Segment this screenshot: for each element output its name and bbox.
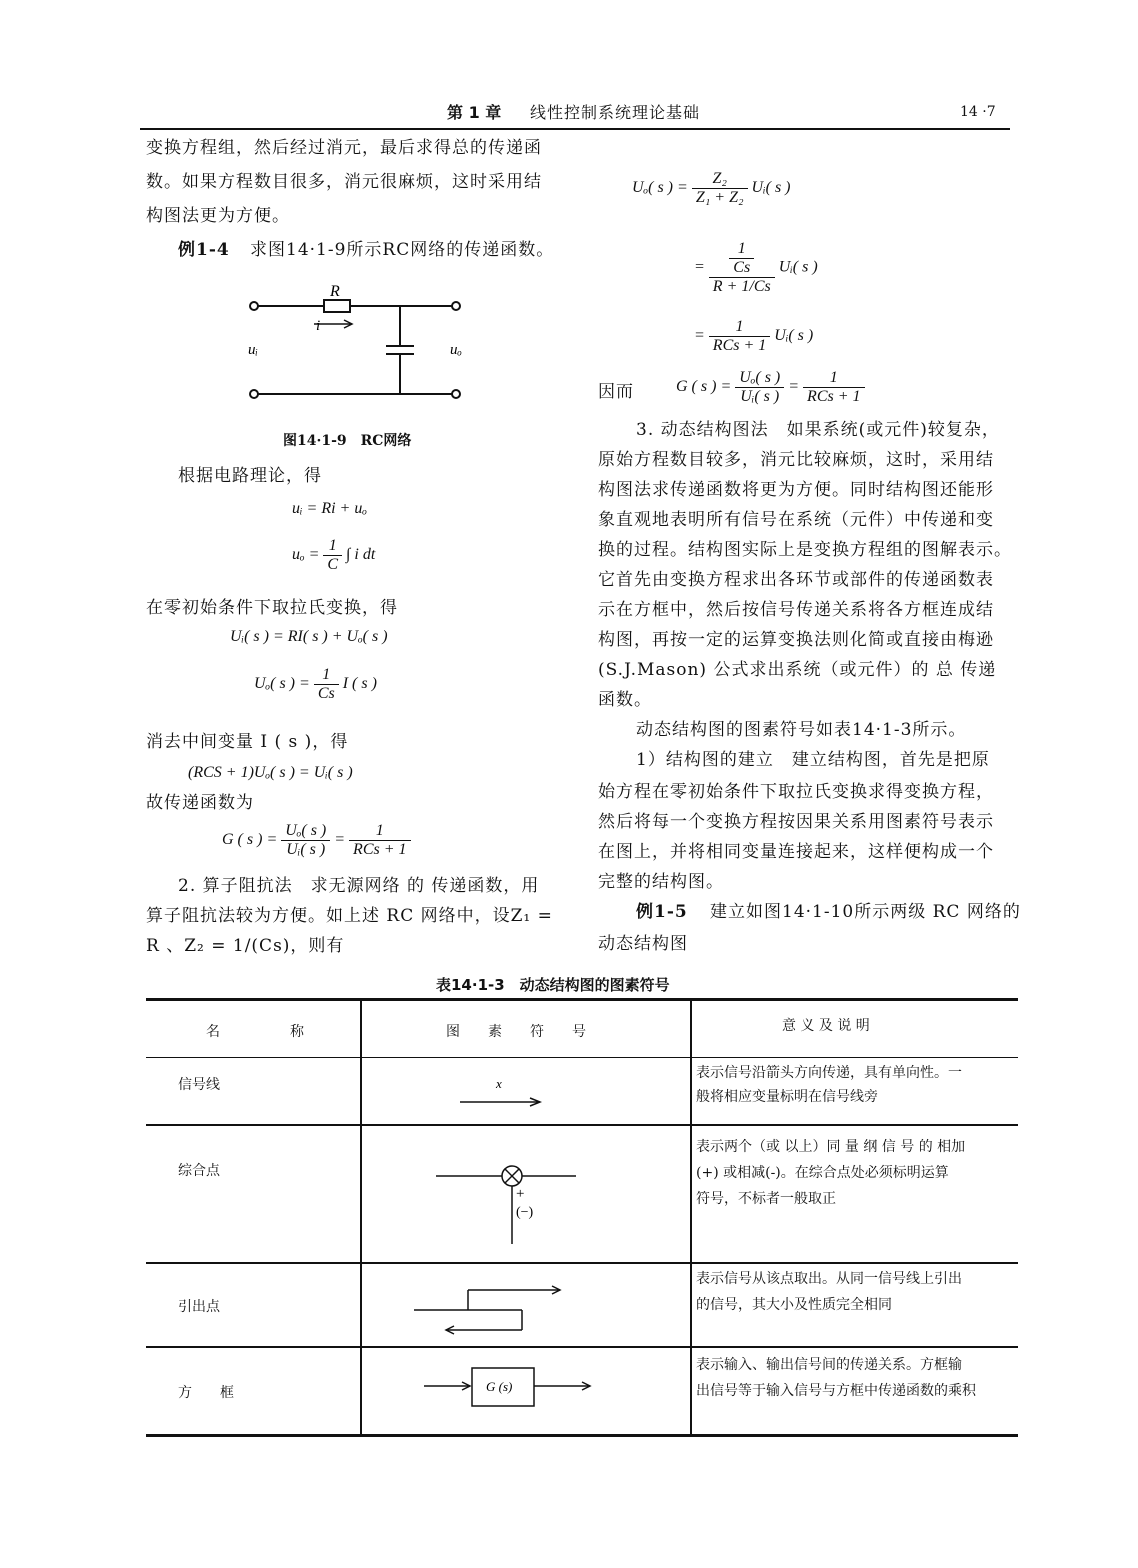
paragraph-line: 在图上，并将相同变量连接起来，这样便构成一个 (598, 842, 994, 862)
equation-rhs: ∫ i dt (346, 546, 376, 564)
paragraph-line: 动态结构图的图素符号如表14·1-3所示。 (636, 720, 967, 740)
paragraph-line: 原始方程数目较多，消元比较麻烦，这时，采用结 (598, 450, 994, 470)
paragraph-line: R 、Z₂ = 1/(Cs)，则有 (146, 936, 345, 956)
table-row-desc: 般将相应变量标明在信号线旁 (696, 1089, 878, 1105)
signal-line-symbol (450, 1074, 550, 1114)
table-row-desc: 符号，不标者一般取正 (696, 1191, 836, 1207)
column-divider (360, 1001, 362, 1434)
fraction-numerator: 1 (803, 369, 864, 388)
equation-lhs: Uₒ( s ) = (632, 179, 688, 197)
table-caption: 表14·1-3 动态结构图的图素符号 (436, 976, 670, 994)
fraction-denominator: Cs (733, 259, 751, 276)
fraction-numerator: 1 (314, 666, 339, 685)
paragraph-line: 在零初始条件下取拉氏变换，得 (146, 598, 398, 618)
row-divider (146, 1262, 1018, 1264)
resistor-label: R (330, 283, 340, 300)
paragraph-line: 构图法求传递函数将更为方便。同时结构图还能形 (598, 480, 994, 500)
paragraph-line: 1）结构图的建立 建立结构图，首先是把原 (636, 750, 990, 770)
fraction-denominator: Uᵢ( s ) (286, 841, 326, 858)
example-text: 建立如图14·1-10所示两级 RC 网络的 (710, 902, 1021, 922)
paragraph-line: 数。如果方程数目很多，消元很麻烦，这时采用结 (146, 172, 542, 192)
equation-Ui: Uᵢ( s ) = RI( s ) + Uₒ( s ) (230, 628, 388, 645)
table-row-name: 引出点 (178, 1299, 220, 1315)
table-row-desc: (+) 或相减(-)。在综合点处必须标明运算 (696, 1165, 949, 1181)
table-row-desc: 表示信号从该点取出。从同一信号线上引出 (696, 1271, 962, 1287)
equation-lhs: G ( s ) = (222, 831, 278, 849)
paragraph-line: 构图法更为方便。 (146, 206, 290, 226)
fraction-numerator: 1 (709, 318, 770, 337)
paragraph-line: 构图，再按一定的运算变换法则化简或直接由梅逊 (598, 630, 994, 650)
fraction-numerator: 1 (349, 822, 410, 841)
signal-variable-label: x (496, 1076, 502, 1091)
fraction-numerator: Z₂ (692, 170, 748, 189)
fraction-denominator: RCs + 1 (712, 337, 767, 354)
chapter-number: 第 1 章 (447, 103, 502, 122)
equation-lhs: uₒ = (292, 546, 320, 564)
fraction-denominator: Uᵢ( s ) (740, 388, 780, 405)
equation-rhs: Uᵢ( s ) (751, 179, 791, 197)
paragraph-line: 算子阻抗法较为方便。如上述 RC 网络中，设Z₁ = (146, 906, 553, 926)
equation-G (222, 822, 411, 859)
rc-network-figure (240, 280, 480, 410)
equation-ui: uᵢ = Ri + uₒ (292, 500, 367, 517)
header-rule (140, 128, 1010, 130)
fraction-denominator: R + 1/Cs (712, 278, 771, 295)
fraction-numerator: 1 (323, 537, 342, 556)
paragraph-line: 象直观地表明所有信号在系统（元件）中传递和变 (598, 510, 994, 530)
table-row-desc: 出信号等于输入信号与方框中传递函数的乘积 (696, 1383, 976, 1399)
equation-impedance-1 (632, 170, 791, 207)
table-row-desc: 表示输入、输出信号间的传递关系。方框输 (696, 1357, 962, 1373)
example-label: 例1-5 (636, 902, 688, 922)
paragraph-line: 然后将每一个变换方程按因果关系用图素符号表示 (598, 812, 994, 832)
row-divider (146, 1346, 1018, 1348)
minus-sign-label: (−) (516, 1205, 534, 1220)
equation-impedance-3 (694, 318, 813, 355)
transfer-function-label: G (s) (486, 1379, 513, 1394)
takeoff-point-symbol (410, 1280, 570, 1340)
table-row-desc: 表示信号沿箭头方向传递，具有单向性。一 (696, 1065, 962, 1081)
equation-G-result (676, 369, 865, 406)
equation-lhs: G ( s ) = (676, 378, 732, 396)
header-name: 名 称 (206, 1024, 304, 1040)
chapter-title: 线性控制系统理论基础 (530, 103, 701, 122)
example-text: 求图14·1-9所示RC网络的传递函数。 (250, 240, 555, 260)
equation-lhs: Uₒ( s ) = (254, 675, 310, 693)
equation-lhs: = (694, 258, 705, 276)
column-divider (690, 1001, 692, 1434)
equation-uo (292, 537, 375, 574)
paragraph-line: 完整的结构图。 (598, 872, 724, 892)
paragraph-line: 函数。 (598, 690, 652, 710)
equation-rhs: I ( s ) (342, 675, 377, 693)
paragraph-line: 消去中间变量 I ( s )，得 (146, 732, 349, 752)
fraction-denominator: Cs (317, 685, 335, 702)
paragraph-line: 始方程在零初始条件下取拉氏变换求得变换方程， (598, 782, 994, 802)
equals-sign: = (334, 831, 346, 849)
header-desc: 意 义 及 说 明 (782, 1018, 870, 1034)
output-voltage-label: uₒ (450, 342, 462, 358)
paragraph-line: 故传递函数为 (146, 793, 254, 813)
paragraph-line: 示在方框中，然后按信号传递关系将各方框连成结 (598, 600, 994, 620)
example-text: 动态结构图 (598, 934, 688, 954)
page-number: 14 ·7 (960, 104, 996, 120)
equation-elim: (RCS + 1)Uₒ( s ) = Uᵢ( s ) (188, 764, 353, 781)
table-header-row (146, 1001, 1018, 1058)
plus-sign-label: + (516, 1186, 525, 1202)
equation-impedance-2 (694, 240, 818, 296)
paragraph-line: (S.J.Mason) 公式求出系统（或元件）的 总 传递 (598, 660, 997, 680)
fraction-numerator: 1 (729, 240, 754, 259)
table-row-desc: 的信号，其大小及性质完全相同 (696, 1297, 892, 1313)
header-symbol: 图 素 符 号 (446, 1024, 586, 1040)
paragraph-line: 变换方程组，然后经过消元，最后求得总的传递函 (146, 138, 542, 158)
equation-Uo (254, 666, 377, 703)
input-voltage-label: uᵢ (248, 342, 258, 358)
paragraph-line: 它首先由变换方程求出各环节或部件的传递函数表 (598, 570, 994, 590)
summing-point-symbol (430, 1160, 580, 1250)
current-label: i (316, 318, 321, 334)
equation-rhs: Uᵢ( s ) (774, 327, 814, 345)
row-divider (146, 1124, 1018, 1126)
table-row-name: 综合点 (178, 1163, 220, 1179)
figure-caption: 图14·1-9 RC网络 (283, 433, 412, 449)
table-row-desc: 表示两个（或 以上）同 量 纲 信 号 的 相加 (696, 1139, 966, 1155)
example-label: 例1-4 (178, 240, 230, 260)
table-row-name: 方 框 (178, 1385, 234, 1401)
fraction-denominator: RCs + 1 (353, 841, 407, 858)
paragraph-line: 3. 动态结构图法 如果系统(或元件)较复杂， (636, 420, 1000, 440)
paragraph-line: 因而 (598, 382, 634, 402)
block-symbol (420, 1360, 600, 1416)
table-row-name: 信号线 (178, 1077, 220, 1093)
fraction-denominator: Z₁ + Z₂ (695, 189, 744, 206)
fraction-numerator: Uₒ( s ) (735, 369, 784, 388)
fraction-numerator: Uₒ( s ) (281, 822, 330, 841)
equation-rhs: Uᵢ( s ) (778, 258, 818, 276)
fraction-denominator: C (327, 556, 339, 573)
fraction-denominator: RCs + 1 (807, 388, 861, 405)
paragraph-line: 换的过程。结构图实际上是变换方程组的图解表示。 (598, 540, 1012, 560)
equation-lhs: = (694, 327, 705, 345)
paragraph-line: 根据电路理论，得 (178, 466, 322, 486)
table-bottom-rule (146, 1434, 1018, 1437)
paragraph-line: 2. 算子阻抗法 求无源网络 的 传递函数，用 (178, 876, 540, 896)
equals-sign: = (788, 378, 800, 396)
